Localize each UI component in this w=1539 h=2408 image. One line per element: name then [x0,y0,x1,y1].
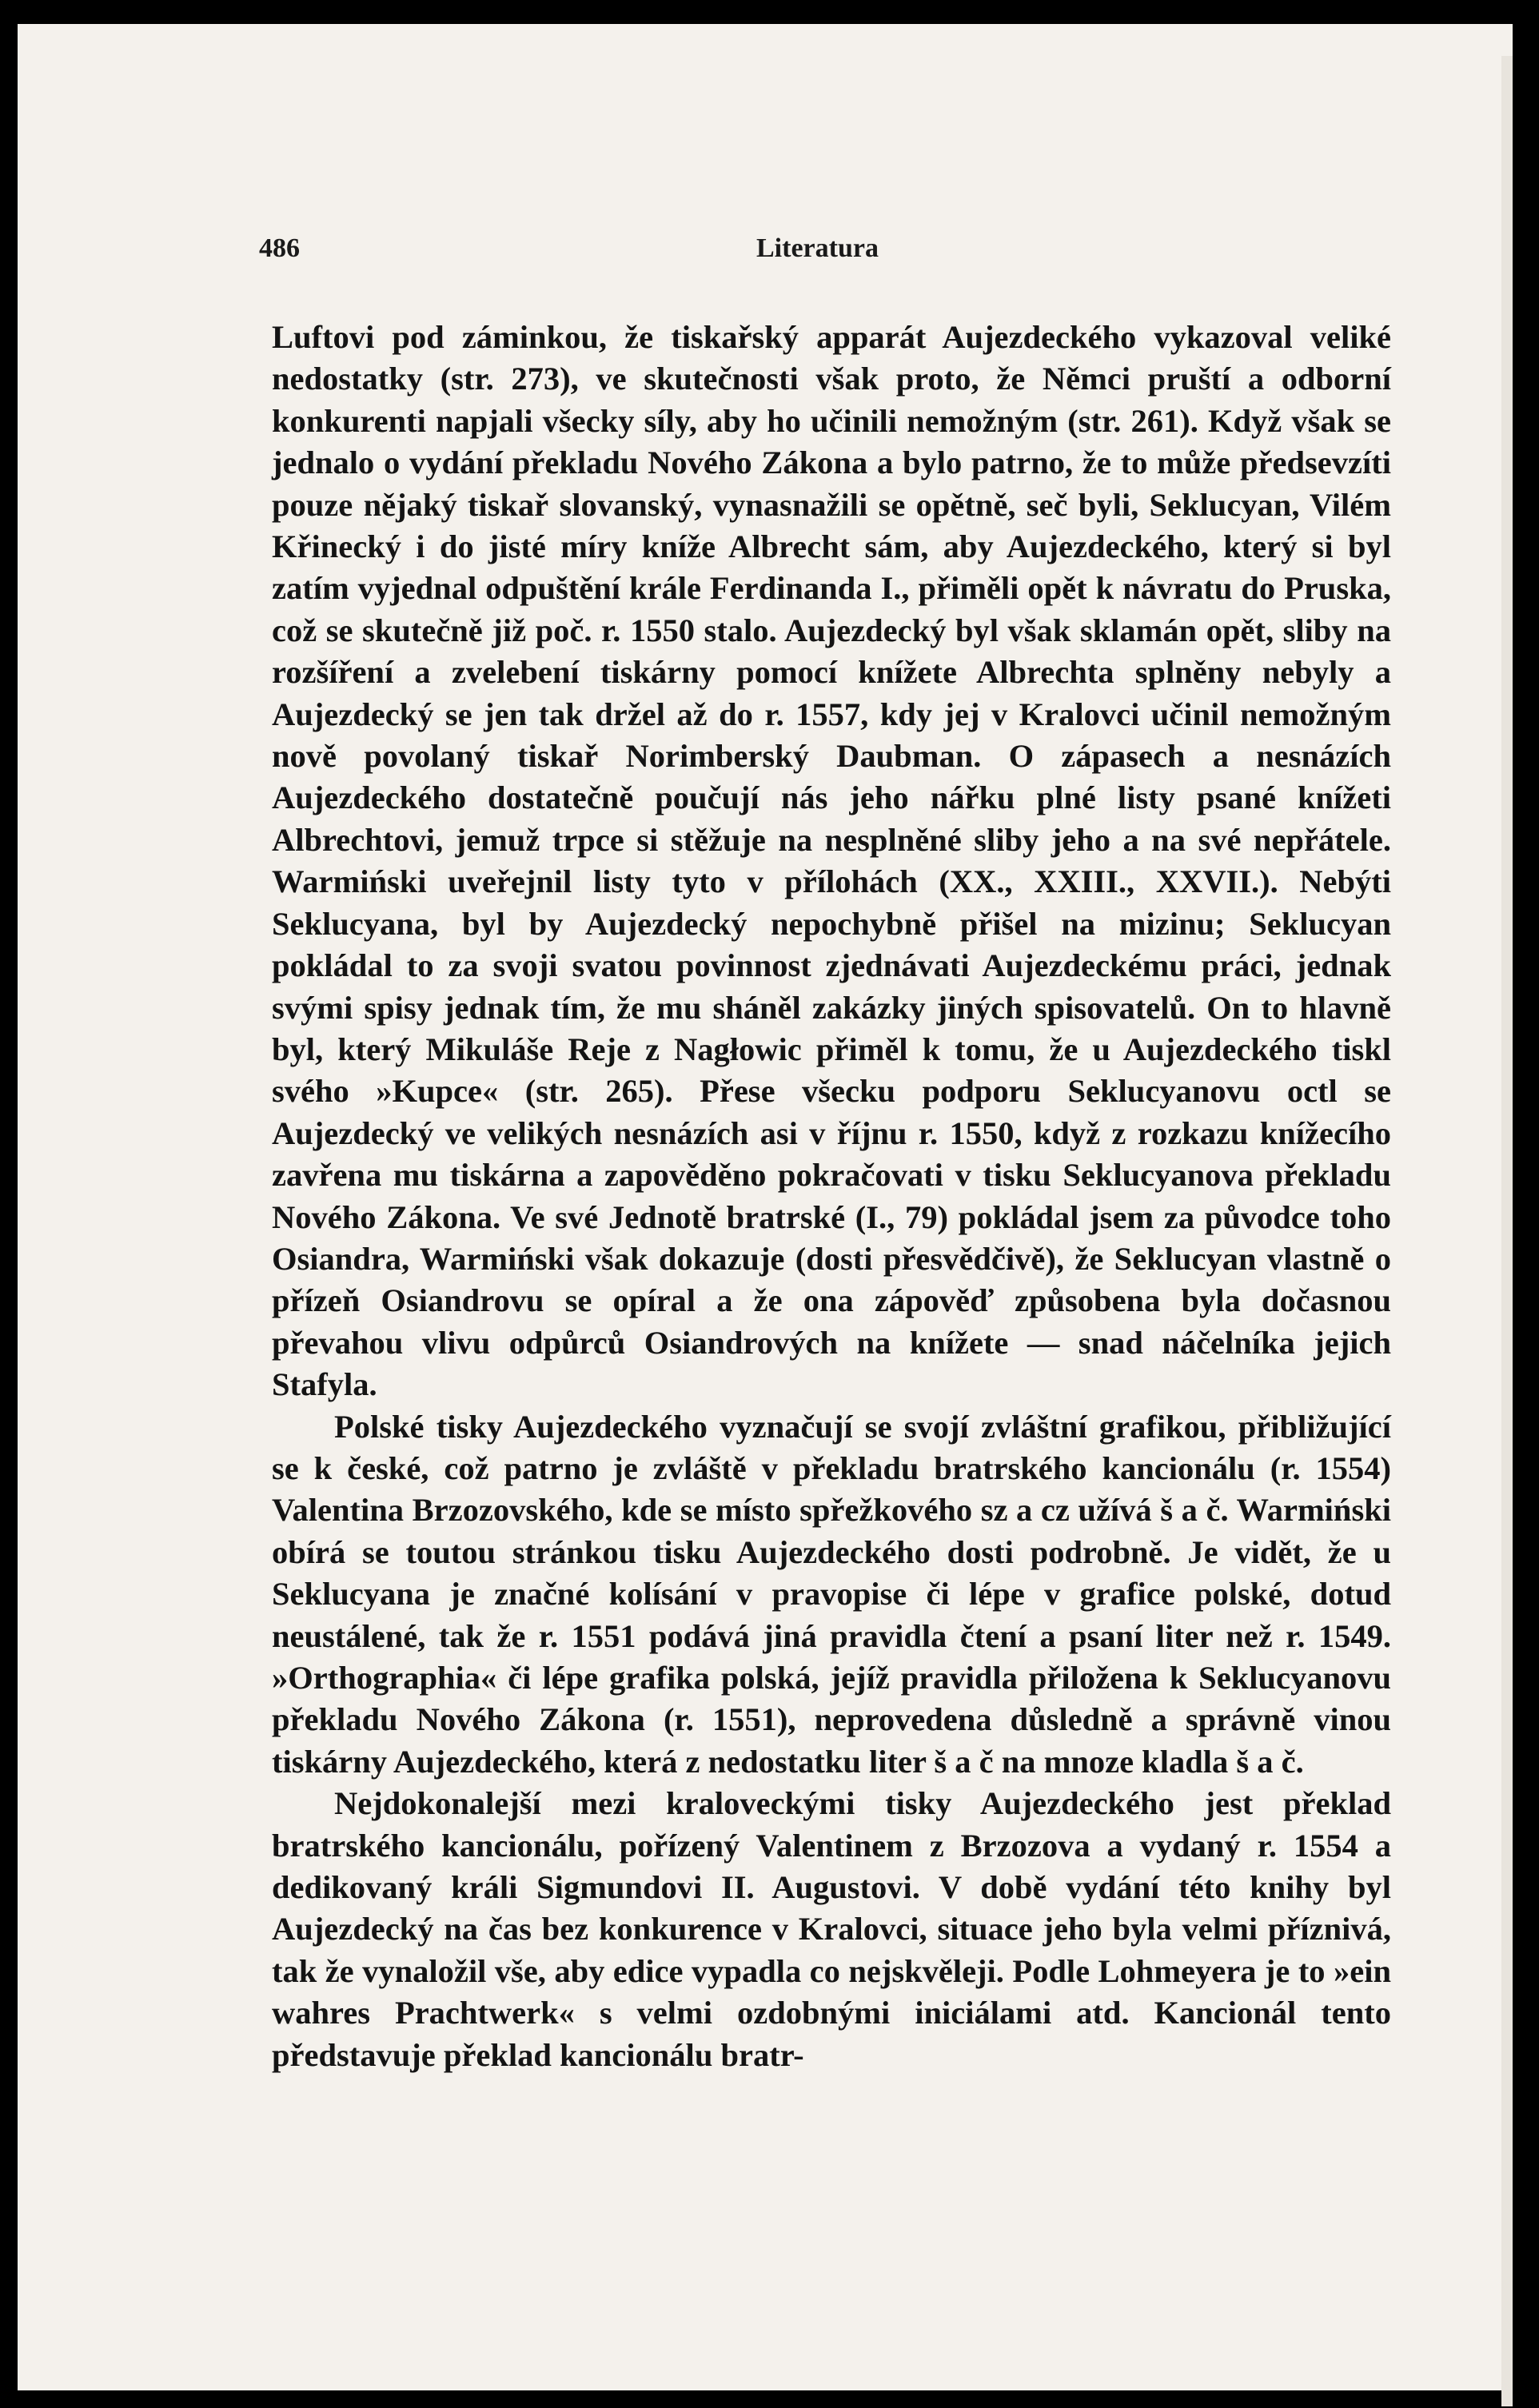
page-edge [1501,56,1513,2406]
paragraph-2: Polské tisky Aujezdeckého vyznačují se svojí zvláštní grafikou, přibližující se k české, což patrno je zvláště v překladu bratrského kancionálu (r. 1554) Valentina Brzozovského, kde se místo spřežkového sz a cz užívá š a č. Warmiński obírá se toutou stránkou tisku Aujezdeckého dosti podrobně. Je vidět, že u Seklucyana je značné kolísání v pravopise či lépe v grafice polské, dotud neustálené, tak že r. 1551 podává jiná pravidla čtení a psaní liter než r. 1549. »Orthographia« či lépe grafika polská, jejíž pravidla přiložena k Seklucyanovu překladu Nového Zákona (r. 1551), neprovedena důsledně a správně vinou tiskárny Aujezdeckého, která z nedostatku liter š a č na mnoze kladla š a č. [272,1408,1391,1780]
running-title: Literatura [756,233,879,263]
paragraph-3: Nejdokonalejší mezi kraloveckými tisky Aujezdeckého jest překlad bratrského kancionálu, pořízený Valentinem z Brzozova a vydaný r. 1554 a dedikovaný králi Sigmundovi II. Augustovi. V době vydání této knihy byl Aujezdecký na čas bez konkurence v Kralovci, situace jeho byla velmi příznivá, tak že vynaložil vše, aby edice vypadla co nejskvěleji. Podle Lohmeyera je to »ein wahres Prachtwerk« s velmi ozdobnými iniciálami atd. Kancionál tento představuje překlad kancionálu bratr- [272,1785,1391,2073]
body-text [272,317,1391,2076]
book-page [18,24,1513,2390]
page-header [259,233,1410,273]
page-number: 486 [259,233,300,263]
paragraph-1: Luftovi pod záminkou, že tiskařský apparát Aujezdeckého vykazoval veliké nedostatky (str. 273), ve skutečnosti však proto, že Němci pruští a odborní konkurenti napjali všecky síly, aby ho učinili nemožným (str. 261). Když však se jednalo o vydání překladu Nového Zákona a bylo patrno, že to může předsevzíti pouze nějaký tiskař slovanský, vynasnažili se opětně, seč byli, Seklucyan, Vilém Křinecký i do jisté míry kníže Albrecht sám, aby Aujezdeckého, který si byl zatím vyjednal odpuštění krále Ferdinanda I., přiměli opět k návratu do Pruska, což se skutečně již poč. r. 1550 stalo. Aujezdecký byl však sklamán opět, sliby na rozšíření a zvelebení tiskárny pomocí knížete Albrechta splněny nebyly a Aujezdecký se jen tak držel až do r. 1557, kdy jej v Kralovci učinil nemožným nově povolaný tiskař Norimberský Daubman. O zápasech a nesnázích Aujezdeckého dostatečně poučují nás jeho nářku plné listy psané knížeti Albrechtovi, jemuž trpce si stěžuje na nesplněné sliby jeho a na své nepřátele. Warmiński uveřejnil listy tyto v přílohách (XX., XXIII., XXVII.). Nebýti Seklucyana, byl by Aujezdecký nepochybně přišel na mizinu; Seklucyan pokládal to za svoji svatou povinnost zjednávati Aujezdeckému práci, jednak svými spisy jednak tím, že mu sháněl zakázky jiných spisovatelů. On to hlavně byl, který Mikuláše Reje z Nagłowic přiměl k tomu, že u Aujezdeckého tiskl svého »Kupce« (str. 265). Přese všecku podporu Seklucyanovu octl se Aujezdecký ve velikých nesnázích asi v říjnu r. 1550, když z rozkazu knížecího zavřena mu tiskárna a zapověděno pokračovati v tisku Seklucyanova překladu Nového Zákona. Ve své Jednotě bratrské (I., 79) pokládal jsem za původce toho Osiandra, Warmiński však dokazuje (dosti přesvědčivě), že Seklucyan vlastně o přízeň Osiandrovu se opíral a že ona zápověď způsobena byla dočasnou převahou vlivu odpůrců Osiandrových na knížete — snad náčelníka jejich Stafyla. [272,319,1391,1403]
